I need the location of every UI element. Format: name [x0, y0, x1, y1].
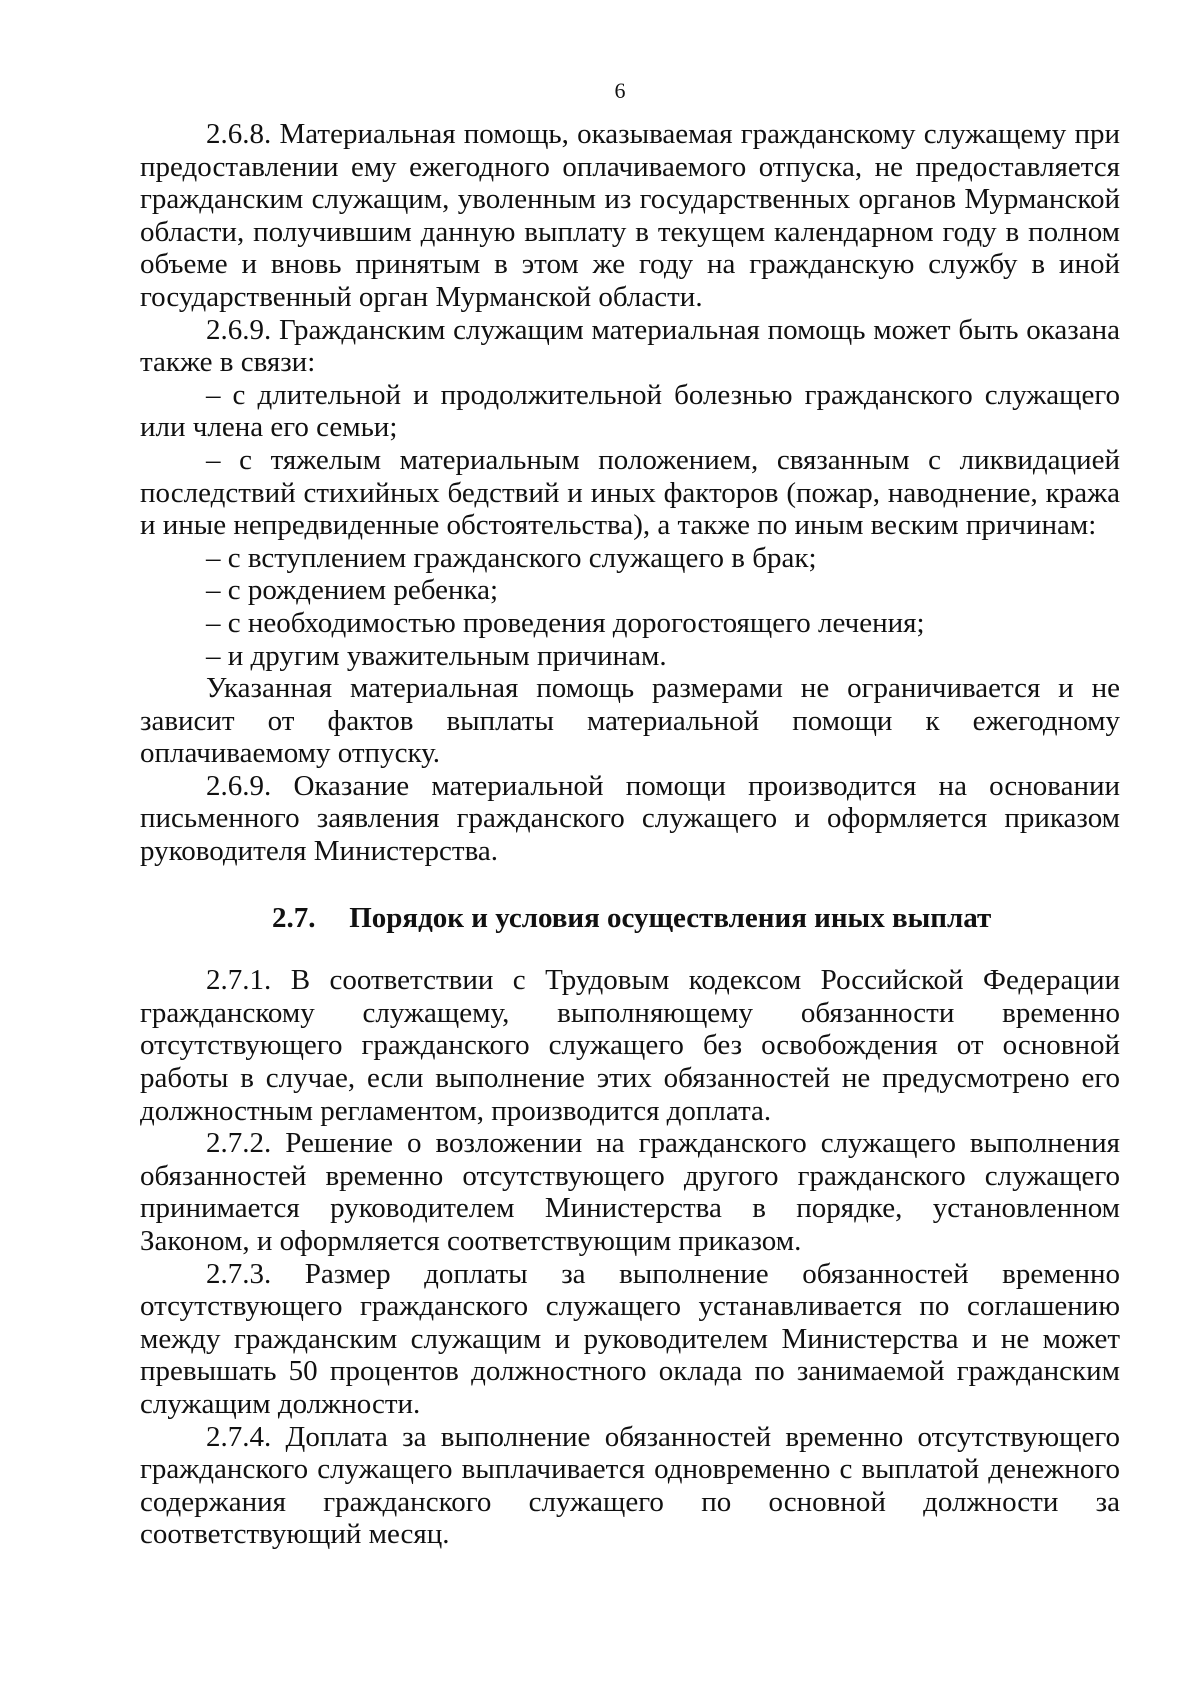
section-heading-2-7 [140, 902, 1120, 935]
list-item-hardship: – с тяжелым материальным положением, связанным с ликвидацией последствий стихийных бедствий и иных факторов (пожар, наводнение, кража и иные непредвиденные обстоятельства), а также по иным веским причинам: [140, 443, 1120, 542]
section-heading-title: Порядок и условия осуществления иных выплат [349, 901, 992, 934]
section-heading-number: 2.7. [272, 901, 316, 934]
paragraph-2-7-3: 2.7.3. Размер доплаты за выполнение обязанностей временно отсутствующего гражданского служащего устанавливается по соглашению между гражданским служащим и руководителем Министерства и не может превышать 50 процентов должностного оклада по занимаемой гражданским служащим должности. [140, 1257, 1120, 1420]
list-item-illness: – с длительной и продолжительной болезнью гражданского служащего или члена его семьи; [140, 378, 1120, 444]
document-body [140, 118, 1120, 1551]
list-item-treatment: – с необходимостью проведения дорогостоящего лечения; [206, 606, 925, 639]
list-item-childbirth: – с рождением ребенка; [206, 574, 499, 607]
paragraph-2-7-1: 2.7.1. В соответствии с Трудовым кодексом Российской Федерации гражданскому служащему, выполняющему обязанности временно отсутствующего гражданского служащего без освобождения от основной работы в случае, если выполнение этих обязанностей не предусмотрено его должностным регламентом, производится доплата. [140, 964, 1120, 1127]
paragraph-2-6-9-application: 2.6.9. Оказание материальной помощи производится на основании письменного заявления гражданского служащего и оформляется приказом руководителя Министерства. [140, 769, 1120, 868]
paragraph-2-7-2: 2.7.2. Решение о возложении на гражданского служащего выполнения обязанностей временно отсутствующего другого гражданского служащего принимается руководителем Министерства в порядке, установленном Законом, и оформляется соответствующим приказом. [140, 1127, 1120, 1257]
paragraph-2-6-8: 2.6.8. Материальная помощь, оказываемая гражданскому служащему при предоставлении ему ежегодного оплачиваемого отпуска, не предоставляется гражданским служащим, уволенным из государственных органов Мурманской области, получившим данную выплату в текущем календарном году в полном объеме и вновь принятым в этом же году на гражданскую службу в иной государственный орган Мурманской области. [140, 118, 1120, 313]
paragraph-note: Указанная материальная помощь размерами не ограничивается и не зависит от фактов выплаты материальной помощи к ежегодному оплачиваемому отпуску. [140, 672, 1120, 770]
list-item-marriage: – с вступлением гражданского служащего в брак; [206, 541, 817, 574]
list-item-other-reasons: – и другим уважительным причинам. [206, 639, 667, 672]
paragraph-2-7-4: 2.7.4. Доплата за выполнение обязанностей временно отсутствующего гражданского служащего выплачивается одновременно с выплатой денежного содержания гражданского служащего по основной должности за соответствующий месяц. [140, 1420, 1120, 1551]
page-number: 6 [614, 78, 626, 103]
paragraph-2-6-9: 2.6.9. Гражданским служащим материальная помощь может быть оказана также в связи: [140, 313, 1120, 379]
